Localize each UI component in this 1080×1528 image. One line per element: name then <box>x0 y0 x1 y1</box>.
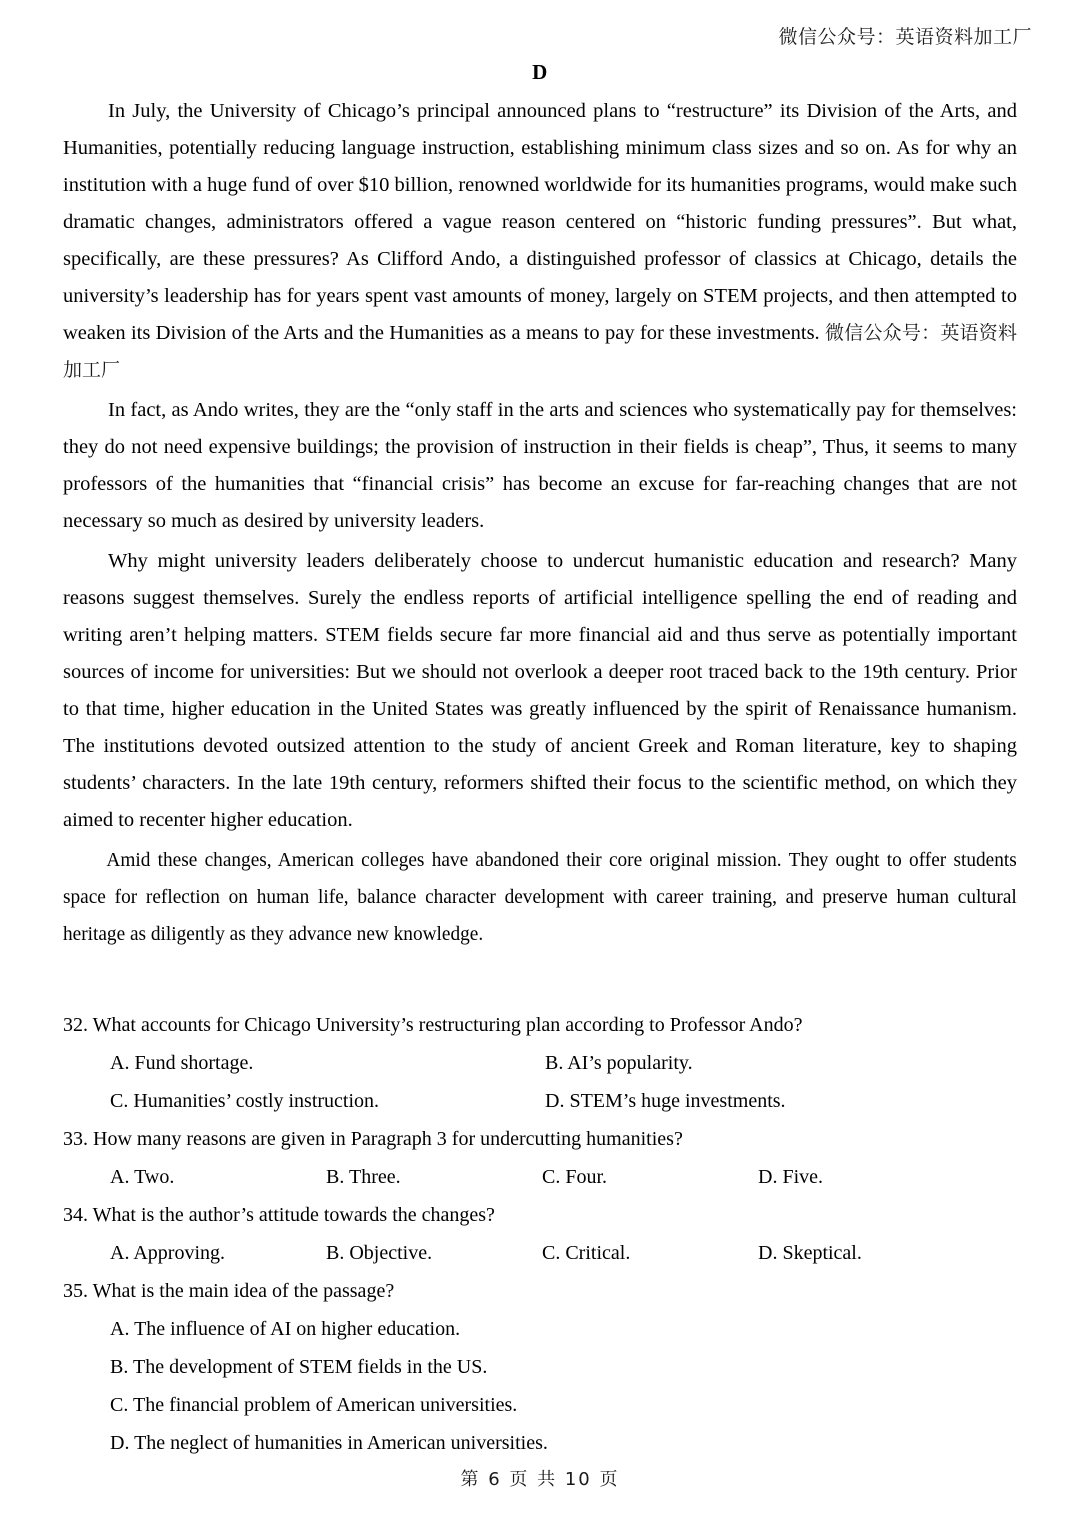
question-35-option-c[interactable]: C. The financial problem of American universities. <box>110 1394 518 1416</box>
passage-paragraph-2: In fact, as Ando writes, they are the “only staff in the arts and sciences who systematically pay for themselves: they do not need expensive buildings; the provision of instruction in their fields is cheap”, Thus, it seems to many professors of the humanities that “financial crisis” has become an excuse for far-reaching changes that are not necessary so much as desired by university leaders. <box>63 399 1017 532</box>
question-34-option-b[interactable]: B. Objective. <box>326 1242 433 1264</box>
inline-watermark: 微信公众号：英语资料加工厂 <box>63 322 1017 381</box>
question-32-stem: 32. What accounts for Chicago University’s restructuring plan according to Professor Ando? <box>63 1014 803 1036</box>
question-34-option-a[interactable]: A. Approving. <box>110 1242 225 1264</box>
question-34-option-d[interactable]: D. Skeptical. <box>758 1242 862 1264</box>
question-33 <box>63 1120 1017 1196</box>
question-34-options-row <box>63 1234 1017 1272</box>
question-32 <box>63 1006 1017 1120</box>
question-33-stem: 33. How many reasons are given in Paragraph 3 for undercutting humanities? <box>63 1128 683 1150</box>
question-35-stem: 35. What is the main idea of the passage? <box>63 1280 395 1302</box>
paragraph-1-text: In July, the University of Chicago’s principal announced plans to “restructure” its Division of the Arts, and Humanities, potentially reducing language instruction, establishing minimum class sizes and so on. As for why an institution with a huge fund of over $10 billion, renowned worldwide for its humanities programs, would make such dramatic changes, administrators offered a vague reason centered on “historic funding pressures”. But what, specifically, are these pressures? As Clifford Ando, a distinguished professor of classics at Chicago, details the university’s leadership has for years spent vast amounts of money, largely on STEM projects, and then attempted to weaken its Division of the Arts and the Humanities as a means to pay for these investments. <box>63 100 1017 344</box>
header-watermark: 微信公众号：英语资料加工厂 <box>778 26 1032 48</box>
question-33-option-c[interactable]: C. Four. <box>542 1166 608 1188</box>
question-34-stem: 34. What is the author’s attitude towards the changes? <box>63 1204 495 1226</box>
question-35-option-b[interactable]: B. The development of STEM fields in the US. <box>110 1356 488 1378</box>
question-33-option-a[interactable]: A. Two. <box>110 1166 175 1188</box>
question-35-option-d[interactable]: D. The neglect of humanities in American universities. <box>110 1432 548 1454</box>
question-33-option-d[interactable]: D. Five. <box>758 1166 823 1188</box>
question-32-option-d[interactable]: D. STEM’s huge investments. <box>545 1090 786 1112</box>
question-35-option-a[interactable]: A. The influence of AI on higher education. <box>110 1318 461 1340</box>
questions-section <box>63 1006 1017 1462</box>
page-footer: 第 6 页 共 10 页 <box>460 1469 620 1490</box>
passage-paragraph-3: Why might university leaders deliberately choose to undercut humanistic education and research? Many reasons suggest themselves. Surely the endless reports of artificial intelligence spelling the end of reading and writing aren’t helping matters. STEM fields secure far more financial aid and thus serve as potentially important sources of income for universities: But we should not overlook a deeper root traced back to the 19th century. Prior to that time, higher education in the United States was greatly influenced by the spirit of Renaissance humanism. The institutions devoted outsized attention to the study of ancient Greek and Roman literature, key to shaping students’ characters. In the late 19th century, reformers shifted their focus to the scientific method, on which they aimed to recenter higher education. <box>63 550 1017 831</box>
question-32-option-b[interactable]: B. AI’s popularity. <box>545 1052 693 1074</box>
question-32-option-a[interactable]: A. Fund shortage. <box>110 1052 254 1074</box>
question-32-options-row-2 <box>63 1082 1017 1120</box>
passage-content <box>63 60 1017 956</box>
question-34 <box>63 1196 1017 1272</box>
passage-paragraph-1 <box>63 93 1017 389</box>
passage-title: D <box>532 60 548 84</box>
question-32-options-row-1 <box>63 1044 1017 1082</box>
question-33-option-b[interactable]: B. Three. <box>326 1166 401 1188</box>
question-34-option-c[interactable]: C. Critical. <box>542 1242 631 1264</box>
question-35 <box>63 1272 1017 1462</box>
question-33-options-row <box>63 1158 1017 1196</box>
question-32-option-c[interactable]: C. Humanities’ costly instruction. <box>110 1090 380 1112</box>
passage-paragraph-4: Amid these changes, American colleges have abandoned their core original mission. They ought to offer students space for reflection on human life, balance character development with career training, and preserve human cultural heritage as diligently as they advance new knowledge. <box>63 849 1017 945</box>
question-35-options <box>63 1310 1017 1462</box>
